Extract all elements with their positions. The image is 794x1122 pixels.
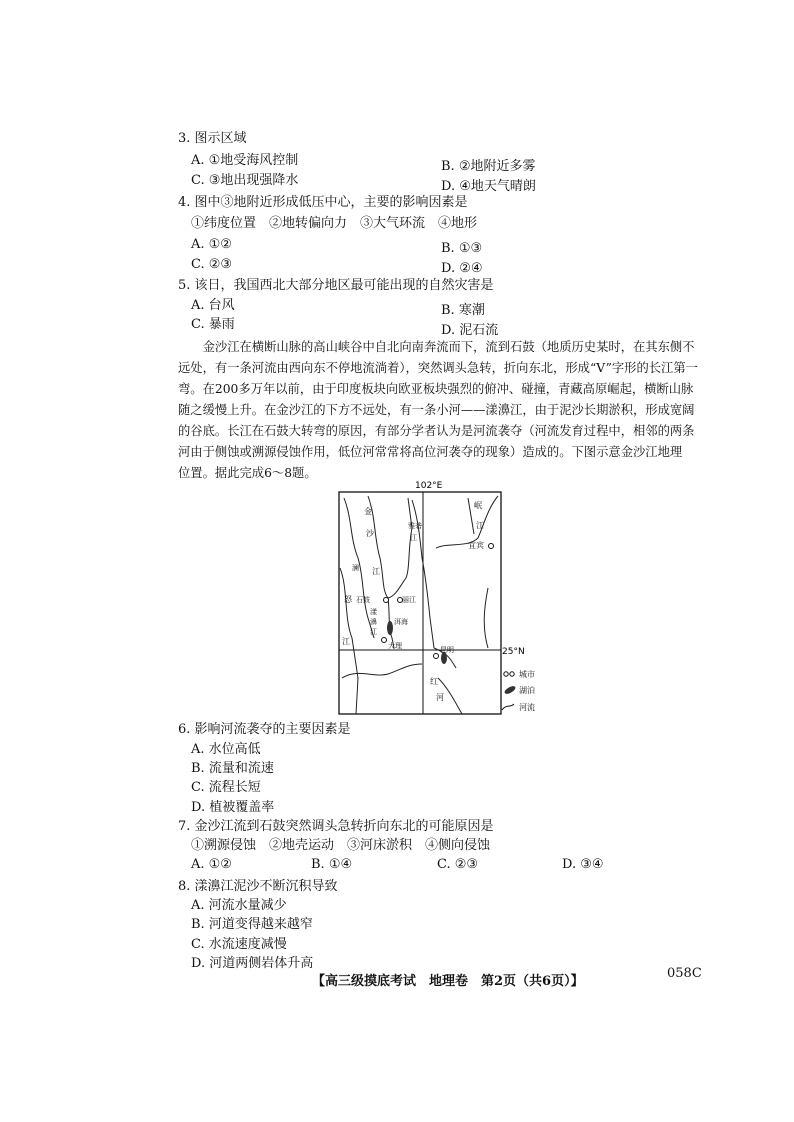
label-min: 岷	[474, 501, 482, 510]
city-shigu	[384, 598, 389, 603]
legend-lake-icon	[503, 685, 516, 696]
q3-stem: 3. 图示区域	[178, 131, 247, 146]
label-jiang-yangbi: 江	[370, 628, 377, 636]
q3-option-d: D. ④地天气晴朗	[441, 179, 536, 194]
label-nu: 怒	[344, 595, 352, 604]
q4-option-c: C. ②③	[191, 257, 233, 272]
lancang-river	[344, 498, 374, 638]
label-sha: 沙	[366, 529, 374, 538]
latitude-label: 25°N	[502, 647, 525, 657]
passage-line: 河由于侧蚀或溯源侵蚀作用，低位河常常将高位河袭夺的现象）造成的。下图示意金沙江地理	[178, 445, 683, 459]
page-footer: 【高三级摸底考试 地理卷 第2页（共6页）】	[312, 974, 584, 989]
label-jiang-left: 江	[342, 637, 350, 646]
q7-factors: ①溯源侵蚀 ②地壳运动 ③河床淤积 ④侧向侵蚀	[191, 838, 491, 853]
legend-river: 河流	[519, 703, 535, 712]
label-shigu: 石鼓	[356, 596, 370, 604]
jinsha-river-map	[338, 478, 550, 716]
label-dali: 大理	[388, 642, 402, 650]
label-jiang-min: 江	[476, 521, 484, 530]
q6-option-b: B. 流量和流速	[191, 761, 274, 776]
q6-stem: 6. 影响河流袭夺的主要因素是	[178, 722, 351, 737]
city-kunming	[434, 654, 439, 659]
label-hong: 红	[430, 677, 438, 686]
jinsha-river	[368, 496, 412, 598]
passage	[178, 337, 738, 484]
legend-city-icon	[504, 672, 508, 676]
label-yalong: 雅砻	[408, 522, 422, 530]
q4-factors: ①纬度位置 ②地转偏向力 ③大气环流 ④地形	[191, 216, 478, 231]
legend-river-icon	[502, 704, 514, 710]
passage-line: 的谷底。长江在石鼓大转弯的原因，有部分学者认为是河流袭夺（河流发育过程中，相邻的两条	[178, 424, 695, 438]
q6-option-d: D. 植被覆盖率	[191, 800, 275, 815]
q3-option-b: B. ②地附近多雾	[441, 159, 536, 174]
q5-option-c: C. 暴雨	[191, 317, 235, 332]
label-he: 河	[436, 693, 444, 702]
label-jiang-yalong: 江	[410, 534, 417, 542]
q8-stem: 8. 漾濞江泥沙不断沉积导致	[178, 879, 338, 894]
q7-option-c: C. ②③	[437, 857, 479, 872]
longitude-label: 102°E	[415, 481, 443, 491]
q5-option-d: D. 泥石流	[441, 323, 499, 338]
label-kunming: 昆明	[440, 646, 454, 654]
q4-option-a: A. ①②	[191, 237, 232, 252]
label-jiang1: 江	[372, 567, 380, 576]
passage-line: 位置。据此完成6～8题。	[178, 466, 317, 480]
label-jin: 金	[364, 507, 372, 516]
city-dali	[382, 638, 387, 643]
q3-option-a: A. ①地受海风控制	[191, 153, 299, 168]
q8-option-c: C. 水流速度减慢	[191, 937, 287, 952]
legend-lake: 湖泊	[519, 686, 535, 695]
passage-line: 随之缓慢上升。在金沙江的下方不远处，有一条小河——漾濞江，由于泥沙长期淤积，形成宽阔	[178, 403, 695, 417]
label-lancang: 澜	[352, 564, 359, 572]
erhai-lake	[387, 621, 393, 635]
min-river	[436, 496, 498, 548]
passage-line: 弯。在200多万年以前，由于印度板块向欧亚板块强烈的俯冲、碰撞，青藏高原崛起，横断山脉	[178, 382, 694, 396]
east-river	[484, 588, 488, 648]
q8-option-d: D. 河道两侧岩体升高	[191, 956, 314, 971]
q7-option-b: B. ①④	[311, 857, 353, 872]
q5-stem: 5. 该日，我国西北大部分地区最可能出现的自然灾害是	[178, 278, 494, 293]
label-yang: 漾	[370, 608, 377, 616]
q4-option-b: B. ①③	[441, 241, 483, 256]
q6-option-a: A. 水位高低	[191, 742, 261, 757]
passage-line: 远处，有一条河流由西向东不停地流淌着），突然调头急转，折向东北，形成“V”字形的长江第一	[178, 361, 698, 375]
q5-option-a: A. 台风	[191, 298, 235, 313]
q6-option-c: C. 流程长短	[191, 780, 261, 795]
q8-option-a: A. 河流水量减少	[191, 898, 287, 913]
legend-city: 城市	[519, 670, 535, 679]
label-bi: 濞	[370, 618, 377, 626]
passage-line: 金沙江在横断山脉的高山峡谷中自北向南奔流而下，流到石鼓（地质历史某时，在其东侧不	[178, 340, 695, 354]
q3-option-c: C. ③地出现强降水	[191, 173, 299, 188]
label-erhai: 洱海	[394, 618, 408, 626]
q4-option-d: D. ②④	[441, 261, 483, 276]
q7-stem: 7. 金沙江流到石鼓突然调头急转折向东北的可能原因是	[178, 819, 494, 834]
map-legend	[502, 669, 535, 712]
city-yibin	[489, 544, 494, 549]
q8-option-b: B. 河道变得越来越窄	[191, 917, 313, 932]
q7-option-a: A. ①②	[191, 857, 232, 872]
label-lijiang: 丽江	[402, 596, 416, 604]
q5-option-b: B. 寒潮	[441, 303, 485, 318]
west-stream	[342, 664, 422, 678]
q7-option-d: D. ③④	[562, 857, 604, 872]
q4-stem: 4. 图中③地附近形成低压中心，主要的影响因素是	[178, 195, 468, 210]
paper-code: 058C	[667, 966, 702, 981]
label-yibin: 宜宾	[468, 541, 484, 550]
